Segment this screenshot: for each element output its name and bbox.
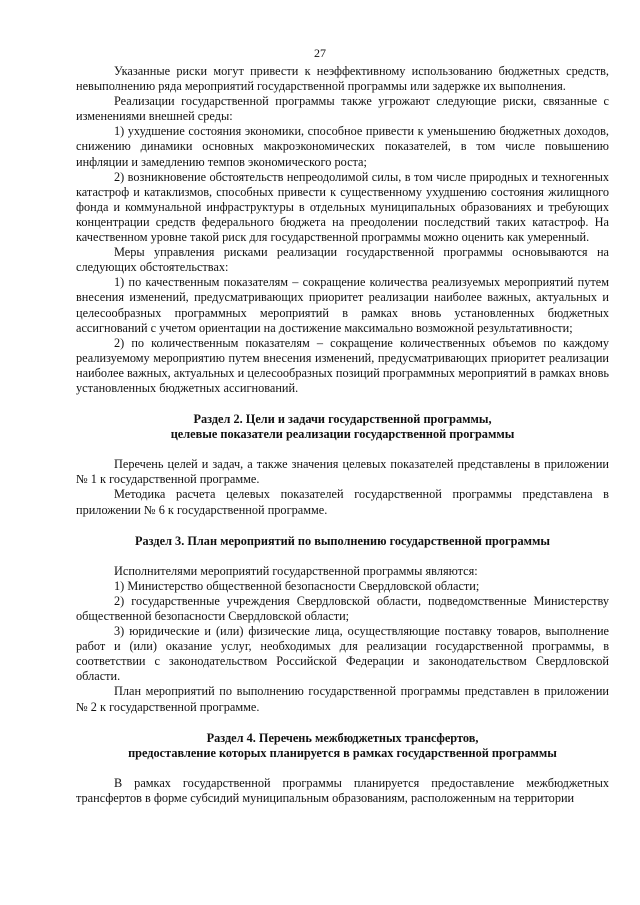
paragraph: Методика расчета целевых показателей государственной программы представлена в приложении № 6 к государственной программе. bbox=[76, 487, 609, 517]
list-item: 1) Министерство общественной безопасности Свердловской области; bbox=[114, 578, 480, 593]
list-item: 2) государственные учреждения Свердловской области, подведомственные Министерству общественной безопасности Свердловской области; bbox=[76, 593, 609, 623]
paragraph: Исполнителями мероприятий государственной программы являются: bbox=[114, 563, 478, 578]
section-2-heading-line-2: целевые показатели реализации государственной программы bbox=[170, 427, 515, 442]
paragraph: Указанные риски могут привести к неэффективному использованию бюджетных средств, невыполнению ряда мероприятий государственной программы или задержке их выполнения. bbox=[76, 64, 609, 94]
section-3-heading: Раздел 3. План мероприятий по выполнению государственной программы bbox=[135, 533, 550, 548]
list-item: 1) ухудшение состояния экономики, способное привести к уменьшению бюджетных доходов, снижению динамики основных макроэкономических показателей, в том числе повышению инфляции и замедлению темпов экономического роста; bbox=[76, 124, 609, 169]
page-content bbox=[76, 64, 609, 806]
list-item: 1) по качественным показателям – сокращение количества реализуемых мероприятий путем внесения изменений, предусматривающих приоритет реализации наиболее важных, актуальных и целесообразных программных мероприятий в рамках вновь установленных бюджетных ассигнований с учетом ориентации на достижение максимально возможной результативности; bbox=[76, 275, 609, 335]
paragraph: Реализации государственной программы также угрожают следующие риски, связанные с изменениями внешней среды: bbox=[76, 94, 609, 124]
section-2-heading-line-1: Раздел 2. Цели и задачи государственной программы, bbox=[193, 412, 492, 427]
list-item: 2) по количественным показателям – сокращение количественных объемов по каждому реализуемому мероприятию путем внесения изменений, предусматривающих приоритет реализации наиболее важных, актуальных и целесообразных позиций программных мероприятий в рамках вновь установленных бюджетных ассигнований. bbox=[76, 335, 609, 395]
section-4-heading-line-1: Раздел 4. Перечень межбюджетных трансфертов, bbox=[206, 730, 479, 745]
paragraph: Перечень целей и задач, а также значения целевых показателей представлены в приложении № 1 к государственной программе. bbox=[76, 457, 609, 487]
list-item: 3) юридические и (или) физические лица, осуществляющие поставку товаров, выполнение работ и (или) оказание услуг, необходимых для реализации государственной программы, в соответствии с законодательством Российской Федерации и законодательством Свердловской области. bbox=[76, 624, 609, 684]
section-4-heading-line-2: предоставление которых планируется в рамках государственной программы bbox=[128, 745, 557, 760]
paragraph: В рамках государственной программы планируется предоставление межбюджетных трансфертов в форме субсидий муниципальным образованиям, расположенным на территории bbox=[76, 775, 609, 805]
page-number: 27 bbox=[314, 46, 326, 60]
list-item: 2) возникновение обстоятельств непреодолимой силы, в том числе природных и техногенных катастроф и катаклизмов, способных привести к существенному ухудшению состояния жилищного фонда и коммунальной инфраструктуры в отдельных муниципальных образованиях и требующих концентрации средств федерального бюджета на преодолении последствий таких катастроф. На качественном уровне такой риск для государственной программы можно оценить как умеренный. bbox=[76, 169, 609, 245]
paragraph: План мероприятий по выполнению государственной программы представлен в приложении № 2 к государственной программе. bbox=[76, 684, 609, 714]
paragraph: Меры управления рисками реализации государственной программы основываются на следующих обстоятельствах: bbox=[76, 245, 609, 275]
